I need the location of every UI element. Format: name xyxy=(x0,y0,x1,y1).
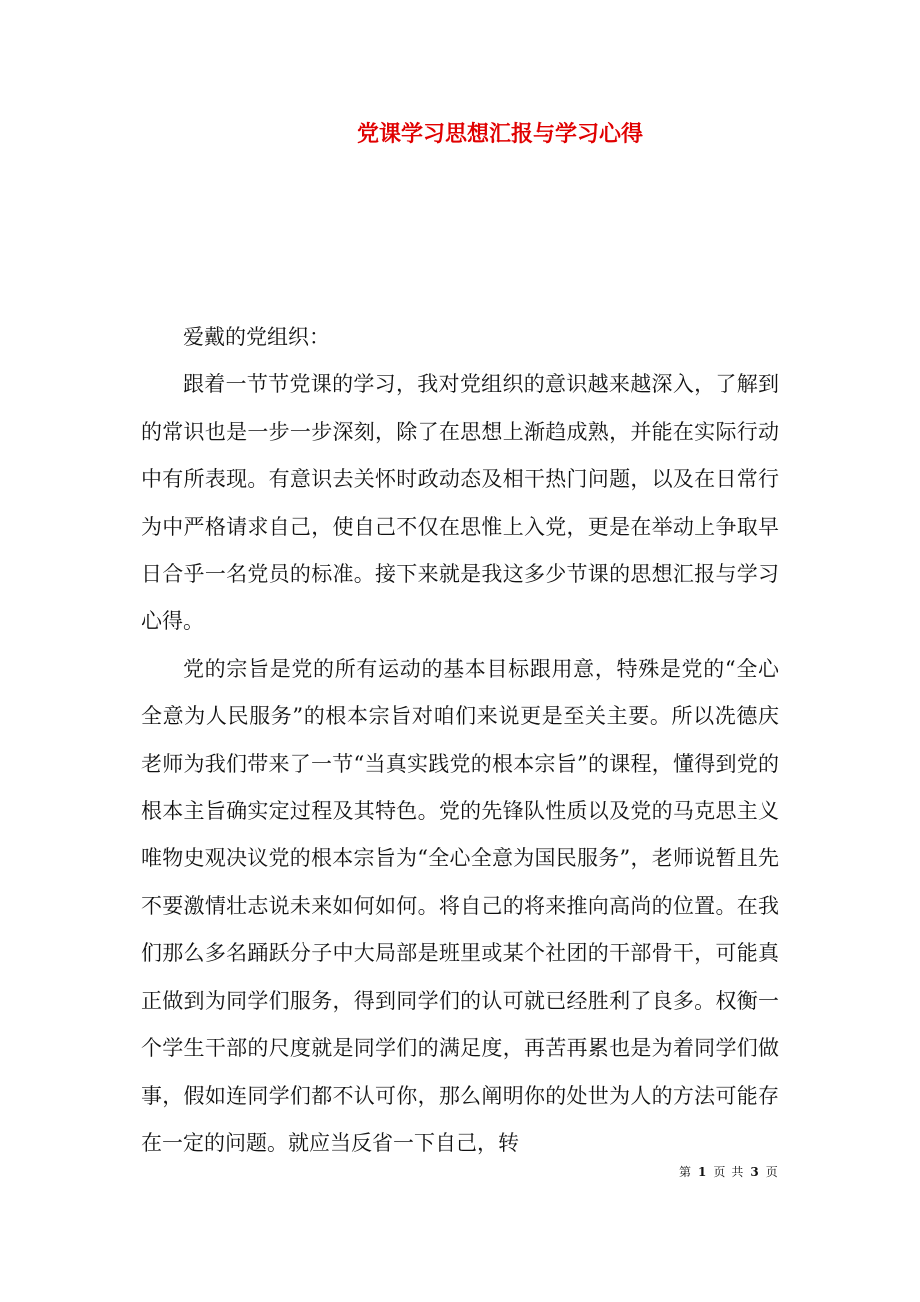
paragraph-2: 党的宗旨是党的所有运动的基本目标跟用意，特殊是党的“全心全意为人民服务”的根本宗旨对咱们来说更是至关主要。所以冼德庆老师为我们带来了一节“当真实践党的根本宗旨”的课程，懂得到党的根本主旨确实定过程及其特色。党的先锋队性质以及党的马克思主义唯物史观决议党的根本宗旨为“全心全意为国民服务”，老师说暂且先不要激情壮志说未来如何如何。将自己的将来推向高尚的位置。在我们那么多名踊跃分子中大局部是班里或某个社团的干部骨干，可能真正做到为同学们服务，得到同学们的认可就已经胜利了良多。权衡一个学生干部的尺度就是同学们的满足度，再苦再累也是为着同学们做事，假如连同学们都不认可你，那么阐明你的处世为人的方法可能存在一定的问题。就应当反省一下自己，转 xyxy=(141,656,779,1155)
footer-prefix: 第 xyxy=(679,1165,692,1179)
footer-total-unit: 页 xyxy=(765,1165,778,1179)
document-body xyxy=(141,314,779,1167)
footer-page-unit: 页 xyxy=(713,1165,726,1179)
footer-total-prefix: 共 xyxy=(731,1165,744,1179)
footer-total-pages: 3 xyxy=(750,1165,759,1179)
footer-page-number: 1 xyxy=(698,1165,707,1179)
document-title: 党课学习思想汇报与学习心得 xyxy=(356,121,643,147)
page-number-footer xyxy=(676,1163,781,1181)
salutation: 爱戴的党组织： xyxy=(183,325,330,349)
paragraph-1: 跟着一节节党课的学习，我对党组织的意识越来越深入，了解到的常识也是一步一步深刻，除了在思想上渐趋成熟，并能在实际行动中有所表现。有意识去关怀时政动态及相干热门问题，以及在日常行为中严格请求自己，使自己不仅在思惟上入党，更是在举动上争取早日合乎一名党员的标准。接下来就是我这多少节课的思想汇报与学习心得。 xyxy=(141,372,779,634)
